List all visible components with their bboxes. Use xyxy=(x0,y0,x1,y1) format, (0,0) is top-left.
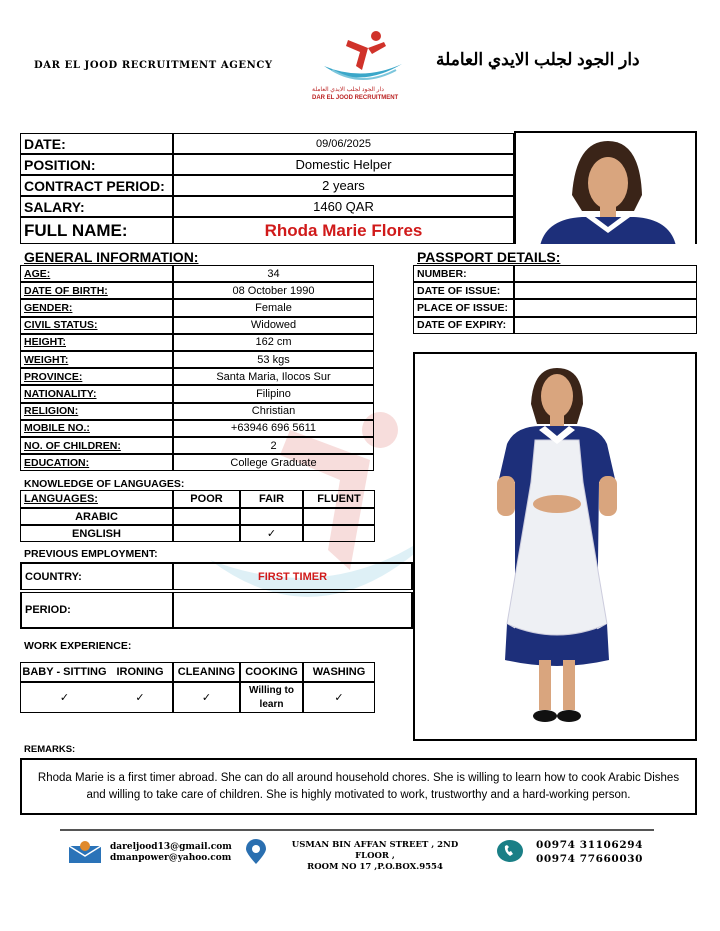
logo-caption-ar: دار الجود لجلب الايدي العاملة xyxy=(312,87,384,93)
general-info-label: CIVIL STATUS: xyxy=(20,317,173,334)
ironing-header: IRONING xyxy=(108,662,173,682)
phone-1: 00974 31106294 xyxy=(536,839,644,851)
poor-header: POOR xyxy=(173,490,240,508)
general-info-value: College Graduate xyxy=(173,454,374,471)
general-info-label: AGE: xyxy=(20,265,173,282)
general-info-label: NATIONALITY: xyxy=(20,385,173,402)
passport-row xyxy=(413,265,697,282)
cooking-header: COOKING xyxy=(240,662,303,682)
passport-label: PLACE OF ISSUE: xyxy=(413,299,514,316)
email-1: dareljood13@gmail.com xyxy=(110,842,232,852)
period-value xyxy=(173,592,413,629)
general-info-value: 34 xyxy=(173,265,374,282)
english-fair-check: ✓ xyxy=(240,525,303,542)
general-info-label: GENDER: xyxy=(20,299,173,316)
general-info-row xyxy=(20,385,374,402)
general-info-label: HEIGHT: xyxy=(20,334,173,351)
general-info-row xyxy=(20,454,374,471)
general-info-value: Widowed xyxy=(173,317,374,334)
passport-title: PASSPORT DETAILS: xyxy=(417,249,561,265)
general-info-row xyxy=(20,334,374,351)
general-info-label: NO. OF CHILDREN: xyxy=(20,437,173,454)
general-info-value: Female xyxy=(173,299,374,316)
arabic-fluent xyxy=(303,508,375,525)
arabic-fair xyxy=(240,508,303,525)
passport-value xyxy=(514,317,697,334)
experience-title: WORK EXPERIENCE: xyxy=(24,640,132,652)
general-info-value: 2 xyxy=(173,437,374,454)
general-info-label: MOBILE NO.: xyxy=(20,420,173,437)
employment-title: PREVIOUS EMPLOYMENT: xyxy=(24,548,158,560)
agency-logo xyxy=(318,26,408,86)
logo-caption-en: DAR EL JOOD RECRUITMENT xyxy=(312,95,399,101)
passport-value xyxy=(514,282,697,299)
general-info-row xyxy=(20,317,374,334)
languages-title: KNOWLEDGE OF LANGUAGES: xyxy=(24,478,185,490)
general-info-value: +63946 696 5611 xyxy=(173,420,374,437)
email-icon xyxy=(68,840,102,864)
languages-header: LANGUAGES: xyxy=(20,490,173,508)
general-info-title: GENERAL INFORMATION: xyxy=(24,249,199,265)
passport-value xyxy=(514,265,697,282)
passport-label: DATE OF EXPIRY: xyxy=(413,317,514,334)
ironing-check: ✓ xyxy=(108,682,173,713)
period-label: PERIOD: xyxy=(20,592,173,629)
general-info-label: PROVINCE: xyxy=(20,368,173,385)
email-2: dmanpower@yahoo.com xyxy=(110,853,232,863)
cooking-value: Willing to learn xyxy=(240,682,303,713)
general-info-row xyxy=(20,368,374,385)
fullname-value: Rhoda Marie Flores xyxy=(173,217,514,244)
cleaning-header: CLEANING xyxy=(173,662,240,682)
full-body-photo xyxy=(413,352,697,741)
salary-value: 1460 QAR xyxy=(173,196,514,217)
passport-label: NUMBER: xyxy=(413,265,514,282)
washing-header: WASHING xyxy=(303,662,375,682)
fair-header: FAIR xyxy=(240,490,303,508)
location-pin-icon xyxy=(245,839,267,865)
general-info-row xyxy=(20,403,374,420)
general-info-value: Filipino xyxy=(173,385,374,402)
country-value: FIRST TIMER xyxy=(173,562,413,590)
phone-2: 00974 77660030 xyxy=(536,853,644,865)
general-info-row xyxy=(20,351,374,368)
country-label: COUNTRY: xyxy=(20,562,173,590)
position-label: POSITION: xyxy=(20,154,173,175)
arabic-poor xyxy=(173,508,240,525)
passport-row xyxy=(413,282,697,299)
general-info-label: DATE OF BIRTH: xyxy=(20,282,173,299)
agency-name-arabic: دار الجود لجلب الايدي العاملة xyxy=(436,50,640,69)
general-info-label: EDUCATION: xyxy=(20,454,173,471)
passport-row xyxy=(413,299,697,316)
fullname-label: FULL NAME: xyxy=(20,217,173,244)
address-line-2: ROOM NO 17 ,P.O.BOX.9554 xyxy=(307,862,443,872)
language-english: ENGLISH xyxy=(20,525,173,542)
address-line-1: USMAN BIN AFFAN STREET , 2ND FLOOR , xyxy=(291,840,459,861)
general-info-row xyxy=(20,437,374,454)
remarks-text: Rhoda Marie is a first timer abroad. She can do all around household chores. She is willing to learn how to cook Arabic Dishes and willing to take care of children. She is highly motivated to work, trustworthy and a hard-working person. xyxy=(20,758,697,815)
passport-row xyxy=(413,317,697,334)
general-info-value: 162 cm xyxy=(173,334,374,351)
headshot-photo xyxy=(514,131,697,244)
washing-check: ✓ xyxy=(303,682,375,713)
phone-icon xyxy=(496,839,524,863)
babysitting-check: ✓ xyxy=(20,682,108,713)
general-info-value: 53 kgs xyxy=(173,351,374,368)
agency-name: DAR EL JOOD RECRUITMENT AGENCY xyxy=(34,60,273,71)
general-info-label: RELIGION: xyxy=(20,403,173,420)
general-info-value: Santa Maria, Ilocos Sur xyxy=(173,368,374,385)
english-poor xyxy=(173,525,240,542)
general-info-label: WEIGHT: xyxy=(20,351,173,368)
passport-label: DATE OF ISSUE: xyxy=(413,282,514,299)
language-arabic: ARABIC xyxy=(20,508,173,525)
date-label: DATE: xyxy=(20,133,173,154)
footer-divider xyxy=(60,829,654,831)
salary-label: SALARY: xyxy=(20,196,173,217)
general-info-row xyxy=(20,299,374,316)
general-info-value: 08 October 1990 xyxy=(173,282,374,299)
general-info-value: Christian xyxy=(173,403,374,420)
general-info-row xyxy=(20,420,374,437)
general-info-row xyxy=(20,282,374,299)
fluent-header: FLUENT xyxy=(303,490,375,508)
remarks-title: REMARKS: xyxy=(24,744,76,755)
date-value: 09/06/2025 xyxy=(173,133,514,154)
babysitting-header: BABY - SITTING xyxy=(20,662,108,682)
english-fluent xyxy=(303,525,375,542)
general-info-row xyxy=(20,265,374,282)
position-value: Domestic Helper xyxy=(173,154,514,175)
cleaning-check: ✓ xyxy=(173,682,240,713)
passport-value xyxy=(514,299,697,316)
contract-value: 2 years xyxy=(173,175,514,196)
contract-label: CONTRACT PERIOD: xyxy=(20,175,173,196)
